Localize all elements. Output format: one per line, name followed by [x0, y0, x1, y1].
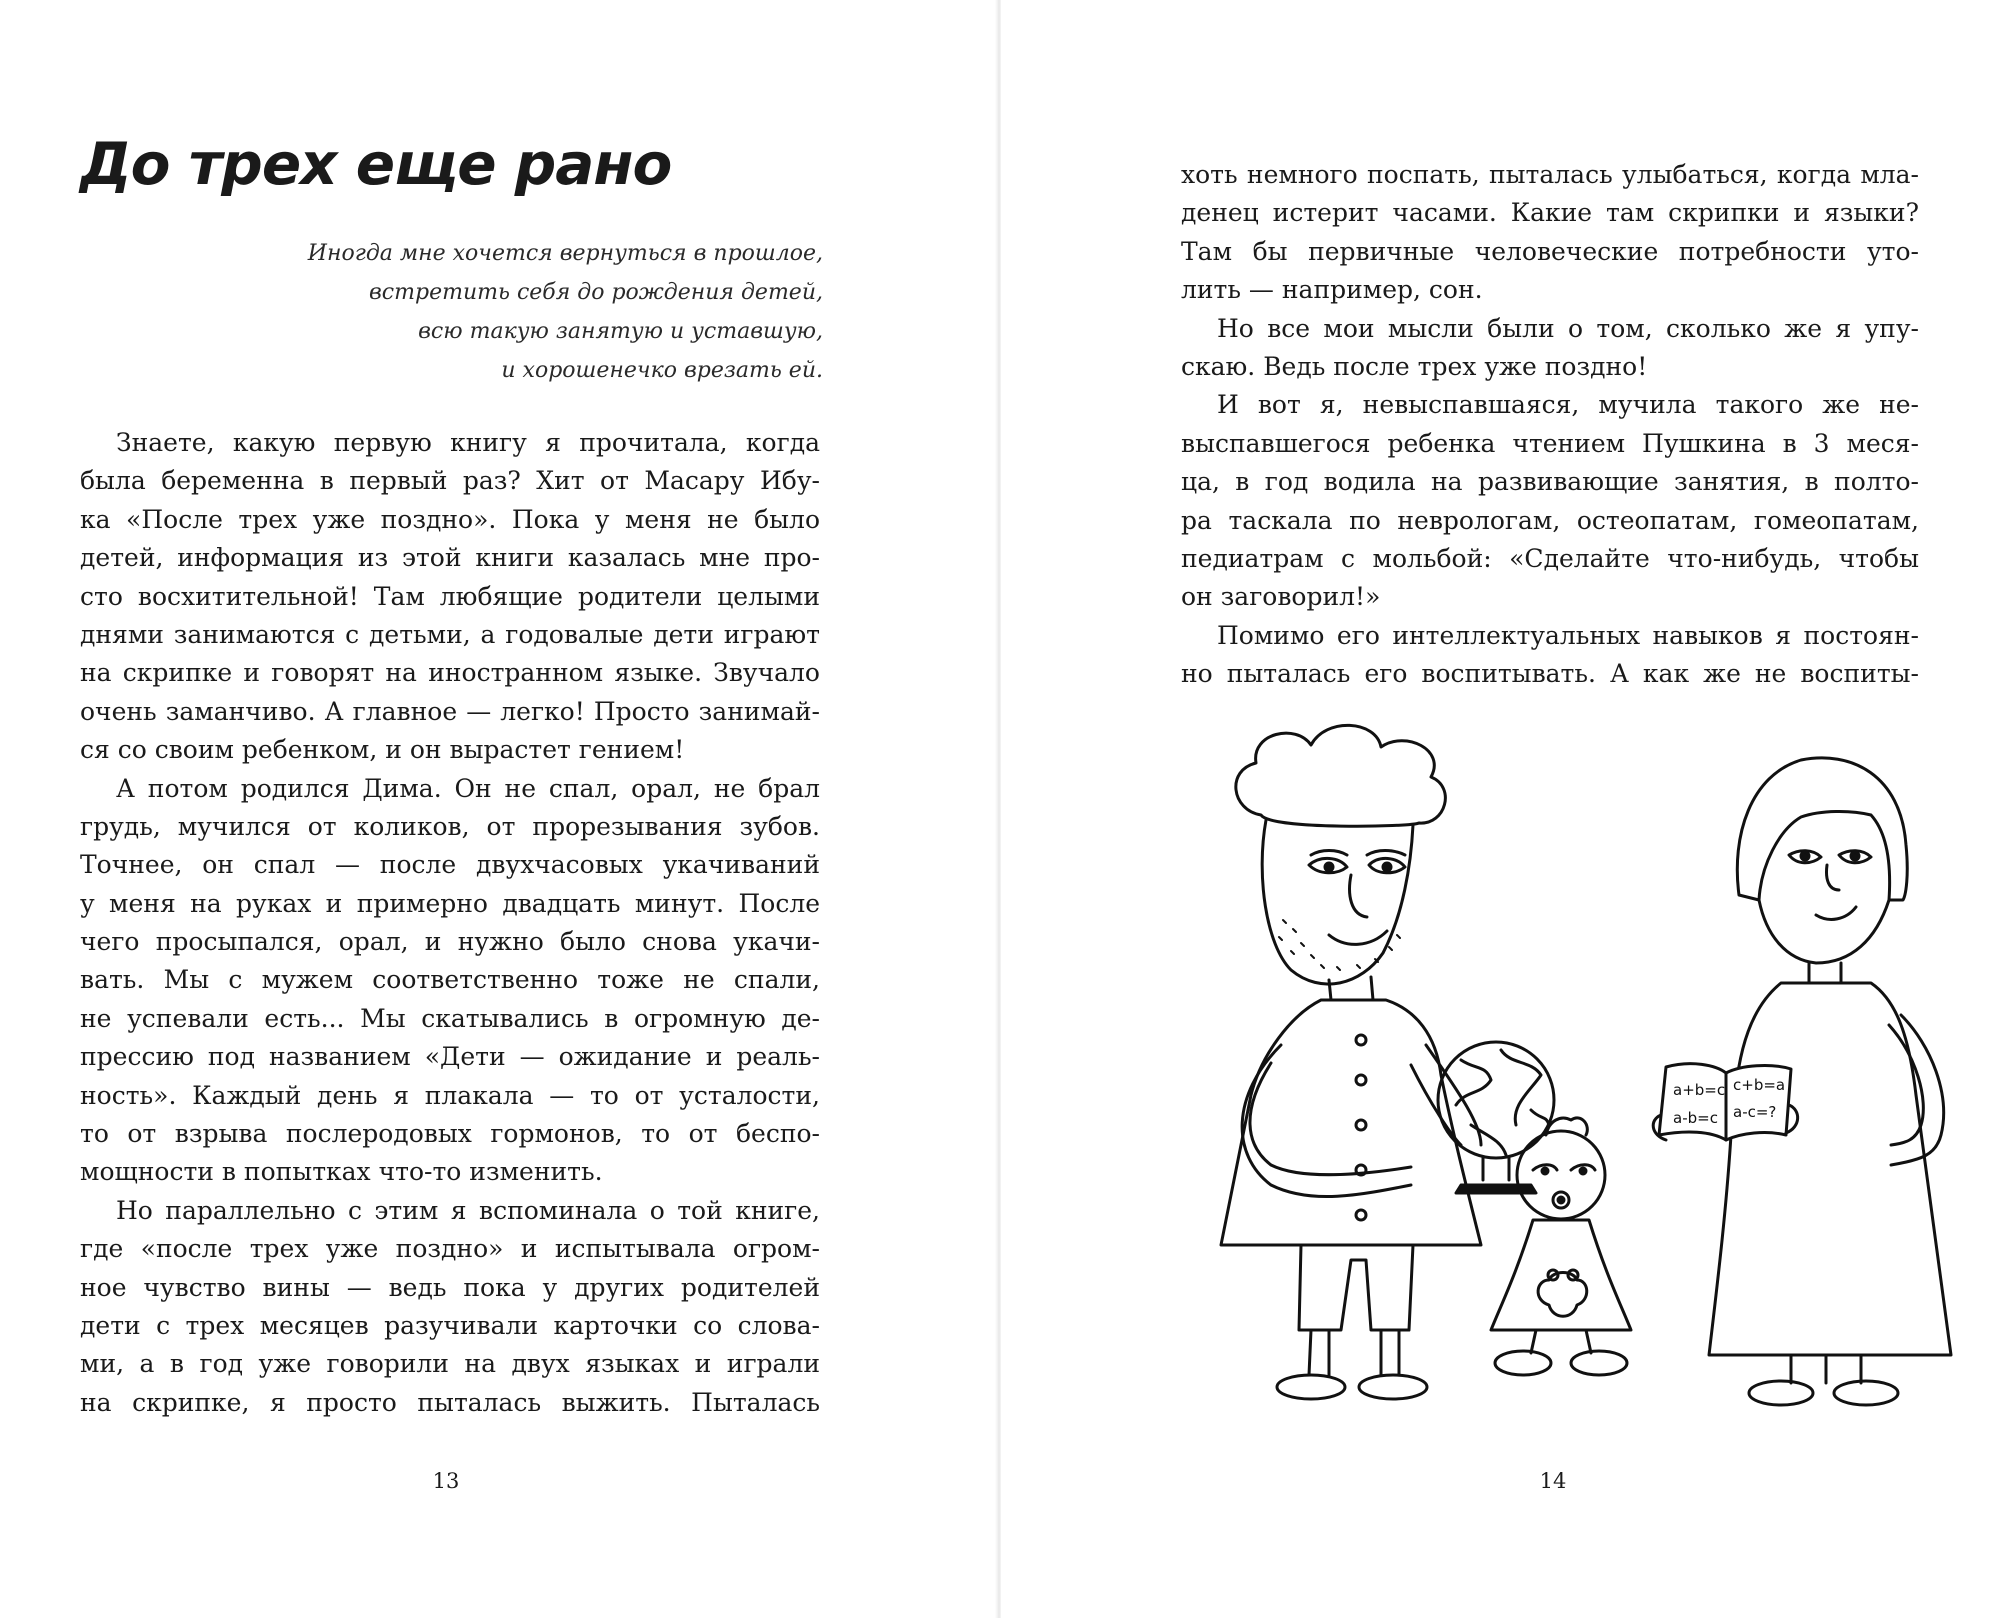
- book-formula: a-b=c: [1673, 1109, 1718, 1127]
- text-line: Точнее, он спал — после двухчасовых укачиваний: [80, 850, 820, 880]
- father-pants: [1299, 1245, 1413, 1330]
- text-line: ся со своим ребенком, и он вырастет гением!: [80, 735, 685, 765]
- mother-hair: [1737, 758, 1907, 900]
- text-line: вать. Мы с мужем соответственно тоже не спали,: [80, 965, 820, 995]
- book-formula: a+b=c: [1673, 1081, 1726, 1099]
- text-line: мощности в попытках что-то изменить.: [80, 1157, 603, 1187]
- text-line: скаю. Ведь после трех уже поздно!: [1181, 351, 1648, 381]
- text-line: Знаете, какую первую книгу я прочитала, когда: [116, 428, 820, 457]
- text-line: днями занимаются с детьми, а годовалые дети играют: [80, 619, 820, 649]
- text-line: была беременна в первый раз? Хит от Масару Ибу-: [80, 466, 820, 496]
- epigraph-line: и хорошенечко врезать ей.: [501, 358, 823, 383]
- text-line: Там бы первичные человеческие потребности уто-: [1181, 236, 1919, 266]
- father-figure: [1221, 725, 1481, 1399]
- text-line: где «после трех уже поздно» и испытывала огром-: [80, 1234, 820, 1264]
- chapter-title: До трех еще рано: [80, 130, 672, 198]
- book-formula: a-c=?: [1733, 1103, 1777, 1121]
- text-line: грудь, мучился от коликов, от прорезывания зубов.: [80, 811, 820, 841]
- body-text-right: [1181, 156, 1919, 693]
- text-line: ра таскала по неврологам, остеопатам, гомеопатам,: [1181, 505, 1919, 535]
- epigraph-line: Иногда мне хочется вернуться в прошлое,: [307, 241, 823, 266]
- text-line: А потом родился Дима. Он не спал, орал, не брал: [116, 773, 820, 803]
- text-line: выспавшегося ребенка чтением Пушкина в 3 меся-: [1181, 428, 1919, 458]
- epigraph: [230, 234, 823, 390]
- text-line: не успевали есть... Мы скатывались в огромную де-: [80, 1003, 820, 1033]
- text-line: Но параллельно с этим я вспоминала о той книге,: [116, 1195, 820, 1225]
- text-line: хоть немного поспать, пыталась улыбаться, когда мла-: [1181, 160, 1919, 189]
- text-line: Но все мои мысли были о том, сколько же я упу-: [1217, 313, 1919, 343]
- mother-dress: [1709, 983, 1951, 1355]
- page-number: 13: [432, 1469, 460, 1493]
- open-book: [1653, 1064, 1797, 1140]
- text-line: он заговорил!»: [1181, 582, 1381, 612]
- text-line: прессию под названием «Дети — ожидание и реаль-: [80, 1042, 820, 1072]
- text-line: педиатрам с мольбой: «Сделайте что-нибудь, чтобы: [1181, 543, 1919, 573]
- epigraph-line: всю такую занятую и уставшую,: [418, 319, 823, 344]
- text-line: ца, в год водила на развивающие занятия, в полто-: [1181, 467, 1919, 497]
- left-page: [0, 0, 997, 1618]
- page-number: 14: [1539, 1469, 1567, 1493]
- globe-icon: [1438, 1042, 1554, 1193]
- text-line: ми, а в год уже говорили на двух языках и играли: [80, 1349, 820, 1379]
- text-line: у меня на руках и примерно двадцать минут. После: [80, 888, 820, 918]
- text-line: ность». Каждый день я плакала — то от усталости,: [80, 1080, 820, 1110]
- text-line: но пыталась его воспитывать. А как же не воспиты-: [1181, 659, 1919, 689]
- body-text-left: [80, 424, 820, 1422]
- father-head: [1262, 820, 1413, 984]
- book-formula: c+b=a: [1733, 1076, 1786, 1094]
- text-line: И вот я, невыспавшаяся, мучила такого же не-: [1217, 390, 1919, 420]
- right-page: [1001, 0, 1998, 1618]
- text-line: то от взрыва послеродовых гормонов, то от беспо-: [80, 1119, 820, 1149]
- text-line: на скрипке и говорят на иностранном языке. Звучало: [80, 658, 820, 688]
- text-line: чего просыпался, орал, и нужно было снова укачи-: [80, 927, 820, 957]
- text-line: денец истерит часами. Какие там скрипки и языки?: [1181, 198, 1919, 228]
- text-line: детей, информация из этой книги казалась мне про-: [80, 543, 820, 573]
- text-line: сто восхитительной! Там любящие родители целыми: [80, 581, 820, 611]
- family-illustration: [1161, 715, 1961, 1415]
- text-line: дети с трех месяцев разучивали карточки со слова-: [80, 1310, 820, 1340]
- epigraph-line: встретить себя до рождения детей,: [369, 280, 823, 305]
- text-line: Помимо его интеллектуальных навыков я постоян-: [1217, 620, 1919, 650]
- text-line: ное чувство вины — ведь пока у других родителей: [80, 1272, 820, 1302]
- text-line: лить — например, сон.: [1181, 275, 1483, 305]
- text-line: очень заманчиво. А главное — легко! Просто занимай-: [80, 696, 820, 726]
- father-hair: [1236, 725, 1446, 826]
- text-line: ка «После трех уже поздно». Пока у меня не было: [80, 504, 820, 534]
- text-line: на скрипке, я просто пыталась выжить. Пыталась: [80, 1387, 820, 1417]
